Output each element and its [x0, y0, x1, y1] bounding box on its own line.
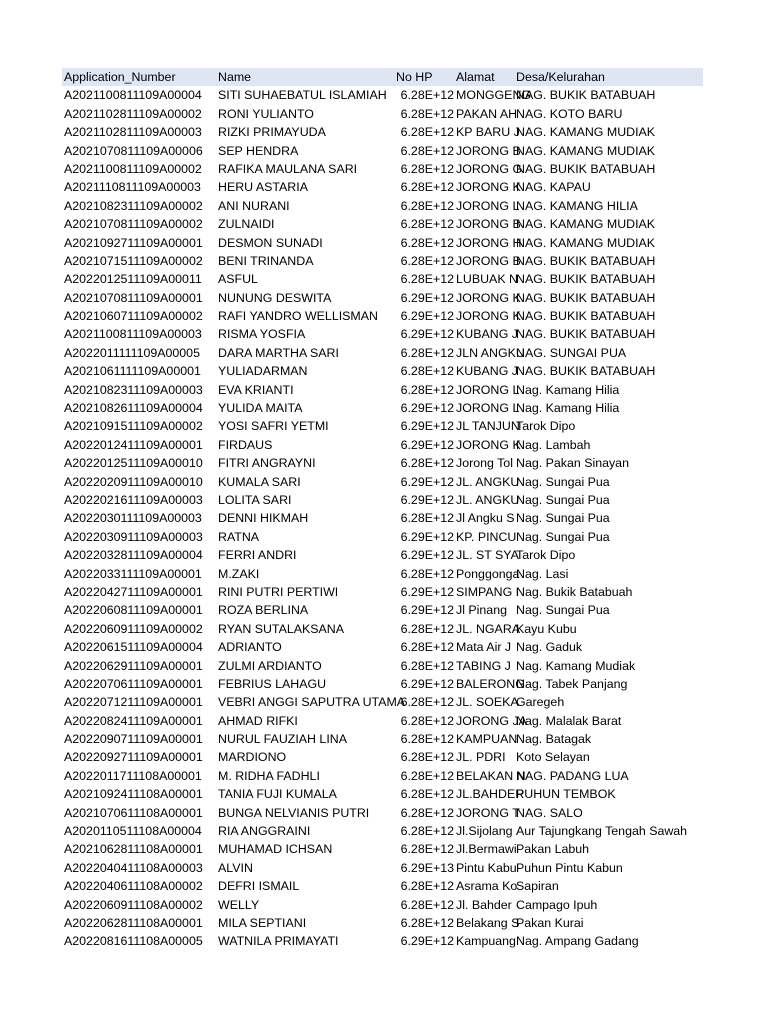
cell-desa-kelurahan[interactable]: Nag. Gaduk: [516, 640, 583, 655]
cell-no-hp[interactable]: 6.28E+12: [400, 658, 454, 673]
cell-no-hp[interactable]: 6.29E+12: [400, 290, 454, 305]
cell-no-hp[interactable]: 6.29E+12: [400, 437, 454, 452]
cell-alamat[interactable]: MONGGENG: [456, 88, 532, 103]
table-row: [62, 932, 703, 950]
cell-no-hp[interactable]: 6.29E+12: [400, 309, 454, 324]
cell-no-hp[interactable]: 6.28E+12: [400, 106, 454, 121]
cell-application-number[interactable]: A2021100811109A00004: [64, 88, 202, 103]
table-row: [62, 417, 703, 435]
cell-alamat[interactable]: KP. PINCU: [456, 529, 517, 544]
cell-name[interactable]: YULIADARMAN: [218, 364, 308, 379]
cell-desa-kelurahan[interactable]: Nag. Sungai Pua: [516, 511, 610, 526]
cell-no-hp[interactable]: 6.28E+12: [400, 161, 454, 176]
cell-application-number[interactable]: A2021070811109A00001: [64, 290, 203, 305]
cell-alamat[interactable]: Ponggonga: [456, 566, 520, 581]
cell-alamat[interactable]: Jl. Bahder: [456, 897, 512, 912]
cell-alamat[interactable]: JORONG H: [456, 235, 522, 250]
cell-name[interactable]: RAFI YANDRO WELLISMAN: [218, 309, 378, 324]
table-row: [62, 289, 703, 307]
cell-no-hp[interactable]: 6.29E+12: [400, 401, 454, 416]
table-row: [62, 601, 703, 619]
cell-alamat[interactable]: JL. PDRI: [456, 750, 506, 765]
table-row: [62, 859, 703, 877]
cell-desa-kelurahan[interactable]: Nag. Ampang Gadang: [516, 934, 639, 949]
cell-alamat[interactable]: PAKAN AH: [456, 106, 518, 121]
cell-application-number[interactable]: A2021060711109A00002: [64, 309, 203, 324]
cell-application-number[interactable]: A2022090711109A00001: [64, 732, 203, 747]
cell-no-hp[interactable]: 6.28E+12: [400, 456, 454, 471]
cell-alamat[interactable]: KUBANG J: [456, 327, 518, 342]
cell-desa-kelurahan[interactable]: Aur Tajungkang Tengah Sawah: [516, 824, 688, 839]
header-application-number[interactable]: Application_Number: [64, 70, 176, 84]
cell-alamat[interactable]: JL. NGARA: [456, 621, 521, 636]
cell-name[interactable]: NUNUNG DESWITA: [218, 290, 332, 305]
cell-desa-kelurahan[interactable]: Nag. Sungai Pua: [516, 492, 610, 507]
cell-no-hp[interactable]: 6.29E+12: [400, 474, 454, 489]
cell-no-hp[interactable]: 6.28E+12: [400, 88, 454, 103]
cell-name[interactable]: DARA MARTHA SARI: [218, 345, 339, 360]
cell-name[interactable]: ROZA BERLINA: [218, 603, 309, 618]
table-row: [62, 473, 703, 491]
table-row: [62, 160, 703, 178]
cell-application-number[interactable]: A2022012511109A00010: [64, 456, 203, 471]
cell-no-hp[interactable]: 6.28E+12: [400, 125, 454, 140]
cell-application-number[interactable]: A2021061111109A00001: [64, 364, 201, 379]
cell-name[interactable]: M.ZAKI: [218, 566, 260, 581]
cell-application-number[interactable]: A2022081611108A00005: [64, 934, 203, 949]
cell-application-number[interactable]: A2022062911109A00001: [64, 658, 203, 673]
cell-name[interactable]: RYAN SUTALAKSANA: [218, 621, 345, 636]
cell-application-number[interactable]: A2022060911108A00002: [64, 897, 203, 912]
table-row: [62, 123, 703, 141]
cell-desa-kelurahan[interactable]: Nag. Sungai Pua: [516, 603, 610, 618]
cell-application-number[interactable]: A2022030111109A00003: [64, 511, 202, 526]
cell-desa-kelurahan[interactable]: NAG. KAPAU: [516, 180, 591, 195]
cell-desa-kelurahan[interactable]: NAG. KAMANG MUDIAK: [516, 217, 656, 232]
cell-no-hp[interactable]: 6.28E+12: [400, 364, 454, 379]
cell-name[interactable]: ZULMI ARDIANTO: [218, 658, 322, 673]
table-row: [62, 215, 703, 233]
cell-desa-kelurahan[interactable]: Tarok Dipo: [516, 548, 576, 563]
table-row: [62, 877, 703, 895]
cell-desa-kelurahan[interactable]: PUHUN TEMBOK: [516, 787, 616, 802]
cell-desa-kelurahan[interactable]: Nag. Kamang Hilia: [516, 382, 620, 397]
cell-desa-kelurahan[interactable]: NAG. SUNGAI PUA: [516, 345, 627, 360]
cell-desa-kelurahan[interactable]: NAG. BUKIK BATABUAH: [516, 364, 656, 379]
cell-no-hp[interactable]: 6.28E+12: [400, 345, 454, 360]
header-alamat[interactable]: Alamat: [456, 70, 495, 84]
table-row: [62, 252, 703, 270]
cell-no-hp[interactable]: 6.28E+12: [400, 897, 454, 912]
cell-no-hp[interactable]: 6.28E+12: [400, 198, 454, 213]
cell-desa-kelurahan[interactable]: Nag. Kamang Mudiak: [516, 658, 636, 673]
cell-alamat[interactable]: Mata Air J: [456, 640, 512, 655]
cell-application-number[interactable]: A2022070611109A00001: [64, 676, 203, 691]
cell-application-number[interactable]: A2022012411109A00001: [64, 437, 203, 452]
cell-alamat[interactable]: JL TANJUN: [456, 419, 520, 434]
table-row: [62, 105, 703, 123]
spreadsheet-table: [62, 68, 703, 951]
cell-alamat[interactable]: JORONG T: [456, 805, 520, 820]
table-row: [62, 620, 703, 638]
cell-alamat[interactable]: JORONG K: [456, 290, 521, 305]
cell-name[interactable]: RAFIKA MAULANA SARI: [218, 161, 358, 176]
cell-name[interactable]: DENNI HIKMAH: [218, 511, 309, 526]
cell-desa-kelurahan[interactable]: Pakan Kurai: [516, 915, 584, 930]
cell-name[interactable]: ANI NURANI: [218, 198, 290, 213]
cell-desa-kelurahan[interactable]: Nag. Pakan Sinayan: [516, 456, 629, 471]
table-row: [62, 325, 703, 343]
cell-name[interactable]: AHMAD RIFKI: [218, 713, 298, 728]
table-row: [62, 509, 703, 527]
cell-alamat[interactable]: JLN ANGKU: [456, 345, 525, 360]
table-row: [62, 767, 703, 785]
cell-no-hp[interactable]: 6.28E+12: [400, 217, 454, 232]
cell-no-hp[interactable]: 6.29E+12: [400, 492, 454, 507]
cell-alamat[interactable]: Jl Angku S: [456, 511, 515, 526]
cell-desa-kelurahan[interactable]: NAG. KAMANG MUDIAK: [516, 143, 656, 158]
cell-application-number[interactable]: A2022033111109A00001: [64, 566, 202, 581]
cell-name[interactable]: KUMALA SARI: [218, 474, 301, 489]
cell-no-hp[interactable]: 6.28E+12: [400, 824, 454, 839]
table-row: [62, 307, 703, 325]
cell-alamat[interactable]: JORONG B: [456, 253, 521, 268]
cell-application-number[interactable]: A2022032811109A00004: [64, 548, 203, 563]
cell-application-number[interactable]: A2021082311109A00003: [64, 382, 203, 397]
cell-alamat[interactable]: JL. ANGKU: [456, 474, 520, 489]
cell-desa-kelurahan[interactable]: NAG. BUKIK BATABUAH: [516, 272, 656, 287]
cell-name[interactable]: RISMA YOSFIA: [218, 327, 306, 342]
cell-no-hp[interactable]: 6.29E+12: [400, 603, 454, 618]
cell-name[interactable]: ADRIANTO: [218, 640, 282, 655]
cell-alamat[interactable]: JORONG JA: [456, 713, 527, 728]
cell-desa-kelurahan[interactable]: Nag. Lasi: [516, 566, 569, 581]
cell-application-number[interactable]: A2022040411108A00003: [64, 860, 203, 875]
cell-alamat[interactable]: BELAKAN N: [456, 768, 526, 783]
cell-alamat[interactable]: JL. ANGKU: [456, 492, 520, 507]
cell-no-hp[interactable]: 6.28E+12: [400, 787, 454, 802]
cell-desa-kelurahan[interactable]: Nag. Bukik Batabuah: [516, 584, 633, 599]
cell-name[interactable]: LOLITA SARI: [218, 492, 292, 507]
cell-alamat[interactable]: Asrama Ko: [456, 879, 518, 894]
cell-application-number[interactable]: A2022011111109A00005: [64, 345, 200, 360]
cell-desa-kelurahan[interactable]: Puhun Pintu Kabun: [516, 860, 623, 875]
cell-alamat[interactable]: JORONG K: [456, 437, 521, 452]
cell-application-number[interactable]: A2022092711109A00001: [64, 750, 203, 765]
cell-application-number[interactable]: A2022011711108A00001: [64, 768, 202, 783]
cell-desa-kelurahan[interactable]: Kayu Kubu: [516, 621, 577, 636]
cell-no-hp[interactable]: 6.28E+12: [400, 915, 454, 930]
cell-alamat[interactable]: KP BARU J: [456, 125, 520, 140]
table-row: [62, 234, 703, 252]
cell-desa-kelurahan[interactable]: NAG. BUKIK BATABUAH: [516, 290, 656, 305]
cell-no-hp[interactable]: 6.28E+12: [400, 253, 454, 268]
cell-application-number[interactable]: A2021070811109A00002: [64, 217, 203, 232]
cell-no-hp[interactable]: 6.29E+12: [400, 327, 454, 342]
cell-alamat[interactable]: SIMPANG I: [456, 584, 520, 599]
cell-desa-kelurahan[interactable]: Nag. Kamang Hilia: [516, 401, 620, 416]
cell-alamat[interactable]: Belakang S: [456, 915, 520, 930]
table-row: [62, 270, 703, 288]
cell-no-hp[interactable]: 6.28E+12: [400, 842, 454, 857]
cell-name[interactable]: MUHAMAD ICHSAN: [218, 842, 333, 857]
table-row: [62, 362, 703, 380]
table-row: [62, 785, 703, 803]
cell-application-number[interactable]: A2021102811109A00002: [64, 106, 202, 121]
table-row: [62, 657, 703, 675]
cell-alamat[interactable]: JORONG L: [456, 198, 520, 213]
table-row: [62, 344, 703, 362]
cell-alamat[interactable]: JORONG B: [456, 217, 521, 232]
cell-application-number[interactable]: A2021082311109A00002: [64, 198, 203, 213]
table-row: [62, 840, 703, 858]
cell-alamat[interactable]: JORONG G: [456, 161, 523, 176]
cell-desa-kelurahan[interactable]: Sapiran: [516, 879, 559, 894]
table-row: [62, 583, 703, 601]
cell-no-hp[interactable]: 6.29E+12: [400, 548, 454, 563]
cell-name[interactable]: FERRI ANDRI: [218, 548, 297, 563]
cell-application-number[interactable]: A2021100811109A00002: [64, 161, 202, 176]
cell-no-hp[interactable]: 6.28E+12: [400, 805, 454, 820]
cell-alamat[interactable]: JORONG B: [456, 143, 521, 158]
cell-application-number[interactable]: A2021070811109A00006: [64, 143, 203, 158]
cell-alamat[interactable]: JORONG K: [456, 309, 521, 324]
cell-no-hp[interactable]: 6.28E+12: [400, 750, 454, 765]
cell-desa-kelurahan[interactable]: Pakan Labuh: [516, 842, 590, 857]
cell-application-number[interactable]: A2021071511109A00002: [64, 253, 203, 268]
cell-name[interactable]: WATNILA PRIMAYATI: [218, 934, 339, 949]
cell-no-hp[interactable]: 6.28E+12: [400, 272, 454, 287]
cell-desa-kelurahan[interactable]: Campago Ipuh: [516, 897, 598, 912]
cell-application-number[interactable]: A2022021611109A00003: [64, 492, 203, 507]
cell-desa-kelurahan[interactable]: NAG. BUKIK BATABUAH: [516, 161, 656, 176]
cell-alamat[interactable]: KUBANG J: [456, 364, 518, 379]
cell-name[interactable]: HERU ASTARIA: [218, 180, 308, 195]
cell-alamat[interactable]: Pintu Kabu: [456, 860, 517, 875]
cell-alamat[interactable]: JL.BAHDER: [456, 787, 525, 802]
cell-application-number[interactable]: A2022020911109A00010: [64, 474, 203, 489]
cell-application-number[interactable]: A2022060811109A00001: [64, 603, 203, 618]
cell-alamat[interactable]: BALERONG: [456, 676, 525, 691]
cell-no-hp[interactable]: 6.28E+12: [400, 695, 454, 710]
cell-alamat[interactable]: Jl.Bermawi: [456, 842, 517, 857]
table-row: [62, 565, 703, 583]
cell-name[interactable]: YOSI SAFRI YETMI: [218, 419, 329, 434]
cell-alamat[interactable]: KAMPUAN: [456, 732, 518, 747]
table-row: [62, 675, 703, 693]
table-row: [62, 804, 703, 822]
table-row: [62, 381, 703, 399]
table-body: [62, 86, 703, 950]
cell-no-hp[interactable]: 6.29E+12: [400, 676, 454, 691]
cell-no-hp[interactable]: 6.28E+12: [400, 180, 454, 195]
cell-no-hp[interactable]: 6.28E+12: [400, 640, 454, 655]
cell-alamat[interactable]: TABING J: [456, 658, 511, 673]
table-row: [62, 178, 703, 196]
table-row: [62, 546, 703, 564]
cell-application-number[interactable]: A2021100811109A00003: [64, 327, 202, 342]
table-row: [62, 748, 703, 766]
cell-desa-kelurahan[interactable]: NAG. BUKIK BATABUAH: [516, 88, 656, 103]
cell-application-number[interactable]: A2021091511109A00002: [64, 419, 203, 434]
table-row: [62, 914, 703, 932]
header-desa-kelurahan[interactable]: Desa/Kelurahan: [516, 70, 605, 84]
cell-desa-kelurahan[interactable]: Nag. Malalak Barat: [516, 713, 622, 728]
table-row: [62, 712, 703, 730]
cell-alamat[interactable]: JORONG K: [456, 180, 521, 195]
table-row: [62, 86, 703, 104]
cell-name[interactable]: VEBRI ANGGI SAPUTRA UTAMA: [218, 695, 406, 710]
cell-application-number[interactable]: A2022042711109A00001: [64, 584, 203, 599]
cell-name[interactable]: FITRI ANGRAYNI: [218, 456, 316, 471]
cell-name[interactable]: FIRDAUS: [218, 437, 273, 452]
cell-alamat[interactable]: JORONG L: [456, 382, 520, 397]
table-row: [62, 896, 703, 914]
cell-name[interactable]: NURUL FAUZIAH LINA: [218, 732, 347, 747]
cell-name[interactable]: YULIDA MAITA: [218, 401, 303, 416]
cell-desa-kelurahan[interactable]: Nag. Sungai Pua: [516, 529, 610, 544]
table-row: [62, 454, 703, 472]
cell-desa-kelurahan[interactable]: Tarok Dipo: [516, 419, 576, 434]
cell-name[interactable]: RIA ANGGRAINI: [218, 824, 311, 839]
cell-no-hp[interactable]: 6.29E+12: [400, 529, 454, 544]
cell-desa-kelurahan[interactable]: NAG. BUKIK BATABUAH: [516, 327, 656, 342]
table-row: [62, 491, 703, 509]
cell-desa-kelurahan[interactable]: NAG. SALO: [516, 805, 583, 820]
cell-desa-kelurahan[interactable]: Nag. Tabek Panjang: [516, 676, 628, 691]
cell-alamat[interactable]: Jl Pinang: [456, 603, 507, 618]
cell-name[interactable]: RIZKI PRIMAYUDA: [218, 125, 326, 140]
table-row: [62, 822, 703, 840]
cell-name[interactable]: RATNA: [218, 529, 260, 544]
cell-name[interactable]: BUNGA NELVIANIS PUTRI: [218, 805, 370, 820]
cell-desa-kelurahan[interactable]: NAG. KAMANG MUDIAK: [516, 235, 656, 250]
cell-no-hp[interactable]: 6.29E+13: [400, 860, 454, 875]
cell-name[interactable]: ASFUL: [218, 272, 258, 287]
cell-no-hp[interactable]: 6.28E+12: [400, 879, 454, 894]
cell-desa-kelurahan[interactable]: NAG. KAMANG HILIA: [516, 198, 638, 213]
cell-desa-kelurahan[interactable]: Nag. Batagak: [516, 732, 592, 747]
table-row: [62, 197, 703, 215]
cell-no-hp[interactable]: 6.28E+12: [400, 143, 454, 158]
cell-name[interactable]: TANIA FUJI KUMALA: [218, 787, 337, 802]
cell-name[interactable]: MARDIONO: [218, 750, 287, 765]
cell-application-number[interactable]: A2022062811108A00001: [64, 915, 203, 930]
table-row: [62, 528, 703, 546]
cell-alamat[interactable]: Jorong Tol: [456, 456, 513, 471]
table-row: [62, 730, 703, 748]
cell-application-number[interactable]: A2021092711109A00001: [64, 235, 203, 250]
cell-application-number[interactable]: A2021102811109A00003: [64, 125, 202, 140]
cell-alamat[interactable]: JORONG L: [456, 401, 520, 416]
cell-desa-kelurahan[interactable]: NAG. BUKIK BATABUAH: [516, 253, 656, 268]
cell-name[interactable]: RINI PUTRI PERTIWI: [218, 584, 339, 599]
cell-application-number[interactable]: A2021070611108A00001: [64, 805, 203, 820]
cell-name[interactable]: FEBRIUS LAHAGU: [218, 676, 327, 691]
cell-application-number[interactable]: A2022060911109A00002: [64, 621, 203, 636]
cell-no-hp[interactable]: 6.29E+12: [400, 584, 454, 599]
cell-application-number[interactable]: A2022040611108A00002: [64, 879, 203, 894]
cell-name[interactable]: SITI SUHAEBATUL ISLAMIAH: [218, 88, 387, 103]
cell-application-number[interactable]: A2022012511109A00011: [64, 272, 202, 287]
cell-application-number[interactable]: A2021092411108A00001: [64, 787, 203, 802]
header-name[interactable]: Name: [218, 70, 252, 84]
cell-no-hp[interactable]: 6.28E+12: [400, 713, 454, 728]
cell-application-number[interactable]: A2022030911109A00003: [64, 529, 203, 544]
table-row: [62, 693, 703, 711]
cell-application-number[interactable]: A2022082411109A00001: [64, 713, 203, 728]
cell-alamat[interactable]: Jl.Sijolang: [456, 824, 513, 839]
cell-name[interactable]: RONI YULIANTO: [218, 106, 314, 121]
cell-name[interactable]: SEP HENDRA: [218, 143, 299, 158]
cell-no-hp[interactable]: 6.29E+12: [400, 419, 454, 434]
cell-name[interactable]: WELLY: [218, 897, 260, 912]
cell-name[interactable]: DEFRI ISMAIL: [218, 879, 300, 894]
cell-name[interactable]: DESMON SUNADI: [218, 235, 323, 250]
cell-desa-kelurahan[interactable]: Garegeh: [516, 695, 565, 710]
cell-desa-kelurahan[interactable]: Nag. Sungai Pua: [516, 474, 610, 489]
cell-no-hp[interactable]: 6.28E+12: [400, 511, 454, 526]
cell-no-hp[interactable]: 6.28E+12: [400, 621, 454, 636]
cell-no-hp[interactable]: 6.28E+12: [400, 566, 454, 581]
cell-application-number[interactable]: A2021082611109A00004: [64, 401, 203, 416]
cell-no-hp[interactable]: 6.29E+12: [400, 934, 454, 949]
cell-desa-kelurahan[interactable]: NAG. BUKIK BATABUAH: [516, 309, 656, 324]
cell-alamat[interactable]: JL. ST SYA: [456, 548, 519, 563]
cell-name[interactable]: EVA KRIANTI: [218, 382, 294, 397]
header-no-hp[interactable]: No HP: [396, 70, 433, 84]
header-row: [62, 68, 703, 86]
cell-application-number[interactable]: A2021062811108A00001: [64, 842, 203, 857]
cell-desa-kelurahan[interactable]: NAG. KAMANG MUDIAK: [516, 125, 656, 140]
cell-desa-kelurahan[interactable]: NAG. PADANG LUA: [516, 768, 629, 783]
cell-name[interactable]: ZULNAIDI: [218, 217, 275, 232]
cell-alamat[interactable]: JL. SOEKA: [456, 695, 519, 710]
table-row: [62, 399, 703, 417]
cell-no-hp[interactable]: 6.28E+12: [400, 732, 454, 747]
cell-name[interactable]: M. RIDHA FADHLI: [218, 768, 320, 783]
cell-alamat[interactable]: LUBUAK N: [456, 272, 518, 287]
cell-desa-kelurahan[interactable]: Nag. Lambah: [516, 437, 591, 452]
table-row: [62, 638, 703, 656]
cell-name[interactable]: BENI TRINANDA: [218, 253, 314, 268]
cell-no-hp[interactable]: 6.28E+12: [400, 768, 454, 783]
table-row: [62, 142, 703, 160]
cell-no-hp[interactable]: 6.28E+12: [400, 382, 454, 397]
cell-application-number[interactable]: A2020110511108A00004: [64, 824, 202, 839]
cell-desa-kelurahan[interactable]: NAG. KOTO BARU: [516, 106, 623, 121]
cell-application-number[interactable]: A2021110811109A00003: [64, 180, 201, 195]
cell-application-number[interactable]: A2022071211109A00001: [64, 695, 203, 710]
table-row: [62, 436, 703, 454]
cell-name[interactable]: MILA SEPTIANI: [218, 915, 307, 930]
cell-application-number[interactable]: A2022061511109A00004: [64, 640, 203, 655]
cell-alamat[interactable]: Kampuang: [456, 934, 516, 949]
cell-name[interactable]: ALVIN: [218, 860, 253, 875]
cell-no-hp[interactable]: 6.28E+12: [400, 235, 454, 250]
cell-desa-kelurahan[interactable]: Koto Selayan: [516, 750, 590, 765]
